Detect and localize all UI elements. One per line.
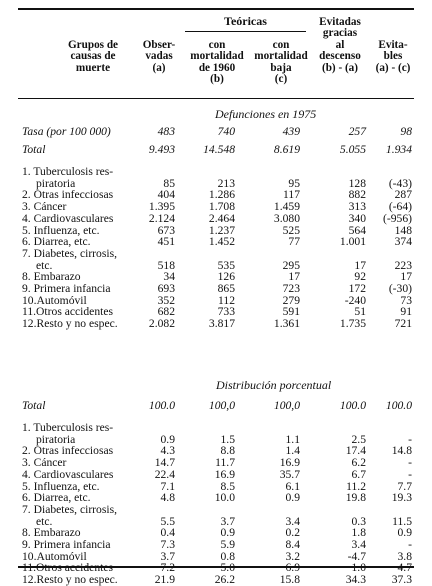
total-value: 1.934: [385, 143, 412, 156]
header-evitables: Evita- bles (a) - (c): [375, 39, 411, 74]
total-value: 100,0: [208, 399, 235, 412]
row-value: 77: [288, 235, 300, 249]
row-value: 352: [157, 293, 175, 307]
row-label: 9. Primera infancia: [22, 538, 111, 551]
row-label: 5. Influenza, etc.: [22, 479, 100, 493]
row-value: -240: [344, 293, 366, 307]
row-label: 2. Otras infecciosas: [22, 188, 114, 202]
total-value: 100.0: [148, 399, 175, 412]
row-value: 0.9: [285, 491, 300, 505]
row-label: 4. Cardiovasculares: [22, 211, 114, 225]
row-value: 16.9: [279, 456, 300, 470]
row-value: 865: [217, 282, 235, 295]
row-label: 3. Cáncer: [22, 456, 67, 470]
header-observadas: Obser- vadas (a): [142, 39, 176, 74]
row-value: 564: [348, 223, 366, 237]
row-value: 721: [394, 317, 412, 331]
row-value: 91: [400, 305, 412, 319]
row-value: 1.452: [208, 235, 235, 249]
row-value: 6.7: [351, 467, 366, 481]
row-label: 2. Otras infecciosas: [22, 444, 114, 458]
row-value: 17: [288, 270, 300, 284]
total-value: 100.0: [385, 399, 412, 412]
row-value: (-64): [388, 200, 412, 214]
row-value: 7.1: [160, 479, 175, 493]
row-label: piratoria: [36, 432, 76, 446]
row-label: 11.Otros accidentes: [22, 561, 114, 575]
row-label: 7. Diabetes, cirrosis,: [22, 502, 117, 516]
row-value: 673: [157, 223, 175, 237]
row-value: 4.3: [160, 444, 175, 458]
row-label: 5. Influenza, etc.: [22, 223, 100, 237]
row-value: 374: [394, 235, 412, 249]
row-value: 95: [288, 176, 300, 190]
row-value: 340: [348, 211, 366, 225]
row-label: 8. Embarazo: [22, 270, 81, 284]
row-value: 17.4: [345, 444, 366, 458]
row-value: 525: [282, 223, 300, 237]
row-value: 2.124: [148, 211, 175, 225]
row-value: 73: [400, 293, 412, 307]
total-value: 8.619: [273, 143, 300, 156]
row-value: 8.4: [285, 538, 300, 551]
row-value: 16.9: [214, 467, 235, 481]
row-value: 279: [282, 293, 300, 307]
row-value: (-956): [383, 211, 412, 225]
row-value: 26.2: [214, 573, 235, 586]
row-value: 3.080: [273, 211, 300, 225]
row-value: 535: [217, 258, 235, 272]
total-value: 14.548: [203, 143, 235, 156]
row-value: 0.9: [160, 432, 175, 446]
row-value: 19.8: [345, 491, 366, 505]
row-label: 11.Otros accidentes: [22, 305, 114, 319]
row-value: 6.9: [285, 561, 300, 575]
row-value: 0.9: [220, 526, 235, 540]
total-label: Total: [22, 399, 46, 412]
row-value: 0.4: [160, 526, 175, 540]
tasa-label: Tasa (por 100 000): [22, 125, 111, 138]
row-value: 295: [282, 258, 300, 272]
row-value: 1.286: [208, 188, 235, 202]
row-label: 10.Automóvil: [22, 549, 87, 563]
row-value: 3.2: [285, 549, 300, 563]
total-value: 100,0: [273, 399, 300, 412]
row-value: 1.8: [351, 526, 366, 540]
row-value: 1.4: [285, 444, 300, 458]
row-value: 4.8: [160, 491, 175, 505]
row-value: 313: [348, 200, 366, 214]
row-value: 451: [157, 235, 175, 249]
row-value: 591: [282, 305, 300, 319]
row-label: etc.: [36, 258, 53, 272]
row-value: 6.1: [285, 479, 300, 493]
row-value: (-30): [388, 282, 412, 295]
row-value: 518: [157, 258, 175, 272]
row-value: 172: [348, 282, 366, 295]
tasa-value: 439: [282, 125, 300, 138]
row-value: 3.7: [220, 514, 235, 528]
row-value: 1.001: [339, 235, 366, 249]
row-value: 693: [157, 282, 175, 295]
bottom-rule: [18, 566, 414, 568]
row-value: (-43): [388, 176, 412, 190]
row-label: 1. Tuberculosis res-: [22, 421, 114, 434]
row-value: 11.5: [392, 514, 412, 528]
header-mortalidad-1960: con mortalidad de 1960 (b): [190, 39, 244, 86]
row-value: -: [408, 432, 412, 446]
row-value: 3.4: [351, 538, 366, 551]
row-value: 3.4: [285, 514, 300, 528]
row-value: 6.2: [351, 456, 366, 470]
row-value: 8.8: [220, 444, 235, 458]
section-defunciones-title: Defunciones en 1975: [215, 107, 317, 121]
row-value: 19.3: [391, 491, 412, 505]
row-value: 51: [354, 305, 366, 319]
row-label: 12.Resto y no espec.: [22, 317, 118, 331]
row-value: 404: [157, 188, 175, 202]
row-label: 7. Diabetes, cirrosis,: [22, 246, 117, 260]
row-value: 34.3: [345, 573, 366, 586]
row-value: 733: [217, 305, 235, 319]
row-value: 2.5: [351, 432, 366, 446]
row-label: 10.Automóvil: [22, 293, 87, 307]
row-value: 1.735: [339, 317, 366, 331]
row-value: 7.3: [160, 538, 175, 551]
row-value: 34: [163, 270, 175, 284]
row-value: 126: [217, 270, 235, 284]
row-value: -: [408, 538, 412, 551]
row-label: 8. Embarazo: [22, 526, 81, 540]
row-label: 6. Diarrea, etc.: [22, 491, 91, 505]
row-value: -4.7: [347, 549, 366, 563]
row-value: 8.5: [220, 479, 235, 493]
row-label: 3. Cáncer: [22, 200, 67, 214]
row-value: -: [408, 467, 412, 481]
row-value: 223: [394, 258, 412, 272]
row-value: 22.4: [154, 467, 175, 481]
row-value: 5.9: [220, 538, 235, 551]
row-value: 85: [163, 176, 175, 190]
row-value: 1.5: [220, 432, 235, 446]
row-label: 4. Cardiovasculares: [22, 467, 114, 481]
row-value: 117: [283, 188, 300, 202]
header-teoricas: Teóricas: [224, 14, 267, 28]
row-value: 682: [157, 305, 175, 319]
row-value: 2.464: [208, 211, 235, 225]
row-value: 35.7: [279, 467, 300, 481]
row-value: 0.8: [220, 549, 235, 563]
row-value: 37.3: [391, 573, 412, 586]
row-value: 11.2: [346, 479, 366, 493]
row-label: piratoria: [36, 176, 76, 190]
row-value: 3.817: [208, 317, 235, 331]
header-bottom-rule: [18, 98, 414, 99]
row-label: 12.Resto y no espec.: [22, 573, 118, 586]
row-label: 1. Tuberculosis res-: [22, 165, 114, 178]
row-value: 287: [394, 188, 412, 202]
row-value: 1.237: [208, 223, 235, 237]
row-value: 10.0: [214, 491, 235, 505]
total-value: 100.0: [339, 399, 366, 412]
row-value: 14.7: [154, 456, 175, 470]
row-value: 21.9: [154, 573, 175, 586]
row-value: 15.8: [279, 573, 300, 586]
section-distribucion-title: Distribución porcentual: [216, 378, 332, 392]
row-value: 3.7: [160, 549, 175, 563]
row-value: -: [408, 456, 412, 470]
row-value: 5.5: [160, 514, 175, 528]
row-value: 723: [282, 282, 300, 295]
row-label: 9. Primera infancia: [22, 282, 111, 295]
row-value: 213: [217, 176, 235, 190]
row-value: 14.8: [391, 444, 412, 458]
tasa-value: 483: [157, 125, 175, 138]
row-value: 4.7: [397, 561, 412, 575]
row-label: 6. Diarrea, etc.: [22, 235, 91, 249]
row-value: 2.082: [148, 317, 175, 331]
total-value: 5.055: [339, 143, 366, 156]
row-value: 148: [394, 223, 412, 237]
row-value: 17: [354, 258, 366, 272]
row-value: 11.7: [215, 456, 235, 470]
row-label: etc.: [36, 514, 53, 528]
row-value: 92: [354, 270, 366, 284]
total-value: 9.493: [148, 143, 175, 156]
top-rule: [18, 8, 414, 10]
total-label: Total: [22, 143, 46, 156]
row-value: 7.7: [397, 479, 412, 493]
row-value: 1.361: [273, 317, 300, 331]
tasa-value: 257: [348, 125, 366, 138]
row-value: 0.2: [285, 526, 300, 540]
tasa-value: 98: [400, 125, 412, 138]
row-value: 5.0: [220, 561, 235, 575]
row-value: 1.0: [351, 561, 366, 575]
header-evitadas-descenso: Evitadas gracias al descenso (b) - (a): [319, 16, 361, 74]
row-value: 1.708: [208, 200, 235, 214]
row-value: 1.459: [273, 200, 300, 214]
row-value: 17: [400, 270, 412, 284]
row-value: 0.3: [351, 514, 366, 528]
teoricas-rule: [185, 31, 306, 32]
row-value: 112: [218, 293, 235, 307]
row-value: 882: [348, 188, 366, 202]
header-mortalidad-baja: con mortalidad baja (c): [254, 39, 308, 86]
row-value: 1.395: [148, 200, 175, 214]
row-value: 1.1: [285, 432, 300, 446]
row-value: 3.8: [397, 549, 412, 563]
row-value: 128: [348, 176, 366, 190]
tasa-value: 740: [217, 125, 235, 138]
row-value: 0.9: [397, 526, 412, 540]
header-group-causes: Grupos de causas de muerte: [67, 39, 119, 74]
row-value: 7.2: [160, 561, 175, 575]
